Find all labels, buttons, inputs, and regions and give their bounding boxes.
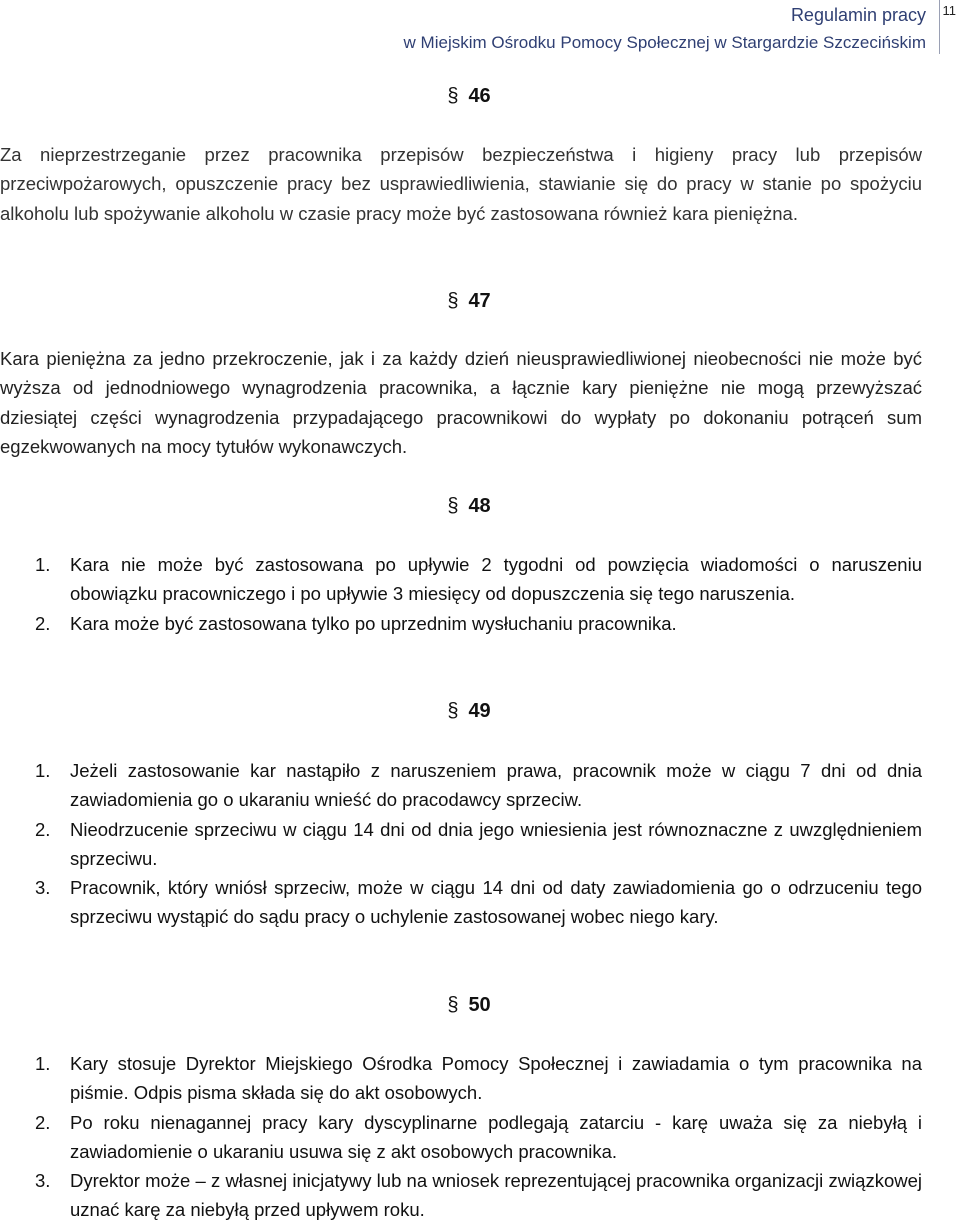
section-heading-49 — [0, 700, 938, 723]
list-item — [0, 815, 922, 874]
item-text: Pracownik, który wniósł sprzeciw, może w ciągu 14 dni od daty zawiadomienia go o odrzuceniu tego sprzeciwu wystąpić do sądu pracy o uchylenie zastosowanej wobec niego kary. — [70, 877, 922, 928]
item-number: 2. — [35, 818, 51, 840]
section-symbol: § — [447, 994, 459, 1016]
section-symbol: § — [447, 85, 459, 107]
section-49-list — [0, 756, 922, 932]
section-number: 48 — [468, 495, 491, 517]
item-number: 2. — [35, 612, 51, 634]
list-item — [0, 873, 922, 932]
section-46-text: Za nieprzestrzeganie przez pracownika przepisów bezpieczeństwa i higieny pracy lub przepisów przeciwpożarowych, opuszczenie pracy bez usprawiedliwienia, stawianie się do pracy w stanie po spożyciu alkoholu lub spożywanie alkoholu w czasie pracy może być zastosowana również kara pieniężna. — [0, 144, 922, 224]
section-heading-48 — [0, 495, 938, 518]
item-text: Kara nie może być zastosowana po upływie 2 tygodni od powzięcia wiadomości o naruszeniu obowiązku pracowniczego i po upływie 3 miesięcy od dopuszczenia się tego naruszenia. — [70, 554, 922, 605]
list-item — [0, 550, 922, 609]
item-number: 1. — [35, 1053, 51, 1074]
item-text: Kara może być zastosowana tylko po uprzednim wysłuchaniu pracownika. — [70, 612, 677, 634]
list-item — [0, 1108, 922, 1167]
item-number: 3. — [35, 877, 51, 899]
list-item — [0, 756, 922, 815]
section-symbol: § — [447, 290, 459, 312]
list-item — [0, 1049, 922, 1108]
section-number: 46 — [468, 85, 491, 107]
running-header — [404, 4, 926, 54]
item-text: Nieodrzucenie sprzeciwu w ciągu 14 dni od dnia jego wniesienia jest równoznaczne z uwzględnieniem sprzeciwu. — [70, 818, 922, 869]
section-symbol: § — [447, 700, 459, 722]
header-divider — [939, 0, 940, 54]
list-item — [0, 609, 922, 638]
section-heading-50 — [0, 994, 938, 1017]
section-number: 50 — [468, 994, 491, 1016]
section-47-text: Kara pieniężna za jedno przekroczenie, jak i za każdy dzień nieusprawiedliwionej nieobecności nie może być wyższa od jednodniowego wynagrodzenia pracownika, a łącznie kary pieniężne nie mogą przewyższać dziesiątej części wynagrodzenia przypadającego pracownikowi do wypłaty po dokonaniu potrąceń sum egzekwowanych na mocy tytułów wykonawczych. — [0, 348, 922, 457]
item-text: Jeżeli zastosowanie kar nastąpiło z naruszeniem prawa, pracownik może w ciągu 7 dni od dnia zawiadomienia go o ukaraniu wnieść do pracodawcy sprzeciw. — [70, 760, 922, 811]
section-50-list — [0, 1049, 922, 1225]
item-text: Dyrektor może – z własnej inicjatywy lub na wniosek reprezentującej pracownika organizacji związkowej uznać karę za niebyłą przed upływem roku. — [70, 1170, 922, 1221]
section-heading-46 — [0, 85, 938, 108]
item-text: Po roku nienagannej pracy kary dyscyplinarne podlegają zatarciu - karę uważa się za niebyłą i zawiadomienie o ukaraniu usuwa się z akt osobowych pracownika. — [70, 1111, 922, 1162]
section-symbol: § — [447, 495, 459, 517]
item-number: 1. — [35, 760, 51, 781]
section-number: 49 — [468, 700, 491, 722]
section-heading-47 — [0, 290, 938, 313]
item-text: Kary stosuje Dyrektor Miejskiego Ośrodka Pomocy Społecznej i zawiadamia o tym pracownika na piśmie. Odpis pisma składa się do akt osobowych. — [70, 1053, 922, 1104]
header-subtitle: w Miejskim Ośrodku Pomocy Społecznej w Stargardzie Szczecińskim — [403, 33, 926, 52]
section-48-list — [0, 550, 922, 638]
item-number: 2. — [35, 1111, 51, 1133]
item-number: 1. — [35, 554, 51, 575]
header-title: Regulamin pracy — [790, 5, 926, 25]
list-item — [0, 1166, 922, 1225]
page-number: 11 — [942, 3, 956, 18]
section-number: 47 — [468, 290, 491, 312]
item-number: 3. — [35, 1170, 51, 1192]
